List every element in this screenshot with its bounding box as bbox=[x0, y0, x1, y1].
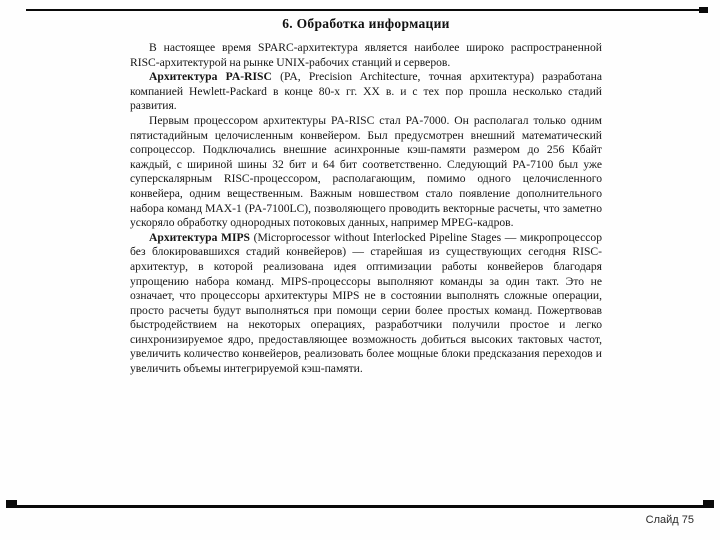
scan-corner-mark-top-right bbox=[699, 7, 708, 13]
scan-edge-top bbox=[26, 9, 708, 11]
scan-corner-mark-bottom-right bbox=[703, 500, 714, 508]
paragraph-sparc bbox=[130, 41, 602, 70]
paragraph-text: Первым процессором архитектуры PA-RISC стал PA-7000. Он располагал только одним пятистадийным целочисленным конвейером. Был предусмотрен внешний математический сопроцессор. Подключались внешние асинхронные кэш-памяти размером до 256 Кбайт каждый, с шириной шины 32 бит и 64 бит соответственно. Следующий PA-7100 был уже суперскалярным RISC-процессором, располагающим, помимо одного целочисленного конвейера, одним вещественным. Важным новшеством стало появление дополнительного набора команд MAX-1 (PA-7100LC), позволяющего проводить векторные расчеты, что заметно ускоряло обработку однородных потоковых данных, например MPEG-кадров. bbox=[130, 113, 602, 230]
page-title: 6. Обработка информации bbox=[282, 16, 450, 31]
scan-edge-bottom bbox=[8, 505, 712, 508]
paragraph-pa-risc-details bbox=[130, 114, 602, 231]
paragraph-text: (PA, Precision Architecture, точная архитектура) разработана компанией Hewlett-Packard в конце 80-х гг. XX в. и с тех пор прошла несколько стадий развития. bbox=[130, 70, 602, 113]
paragraph-lead: Архитектура MIPS bbox=[149, 230, 250, 244]
scan-corner-mark-bottom-left bbox=[6, 500, 17, 508]
slide-number-label: Слайд 75 bbox=[645, 514, 694, 526]
paragraph-mips bbox=[130, 231, 602, 377]
paragraph-lead: Архитектура PA-RISC bbox=[149, 70, 272, 84]
paragraph-text: В настоящее время SPARC-архитектура является наиболее широко распространенной RISC-архитектурой на рынке UNIX-рабочих станций и серверов. bbox=[130, 41, 602, 69]
paragraph-text: (Microprocessor without Interlocked Pipeline Stages — микропроцессор без блокировавшихся стадий конвейеров) — старейшая из существующих сегодня RISC-архитектур, в которой реализована идея оптимизации работы конвейеров благодаря упрощению набора команд. MIPS-процессоры выполняют команды за один такт. Это не означает, что процессоры архитектуры MIPS не в состоянии выполнять сложные операции, просто расчеты будут выполняться при помощи серии более простых команд. Пожертвовав быстродействием на некоторых операциях, разработчики получили простое и легко синхронизируемое ядро, предоставляющее возможность добиться высоких тактовых частот, увеличить количество конвейеров, реализовать более мощные блоки предсказания переходов и увеличить объемы интегрируемой кэш-памяти. bbox=[130, 230, 602, 376]
paragraph-pa-risc-intro bbox=[130, 70, 602, 114]
scanned-page-text bbox=[130, 16, 602, 377]
